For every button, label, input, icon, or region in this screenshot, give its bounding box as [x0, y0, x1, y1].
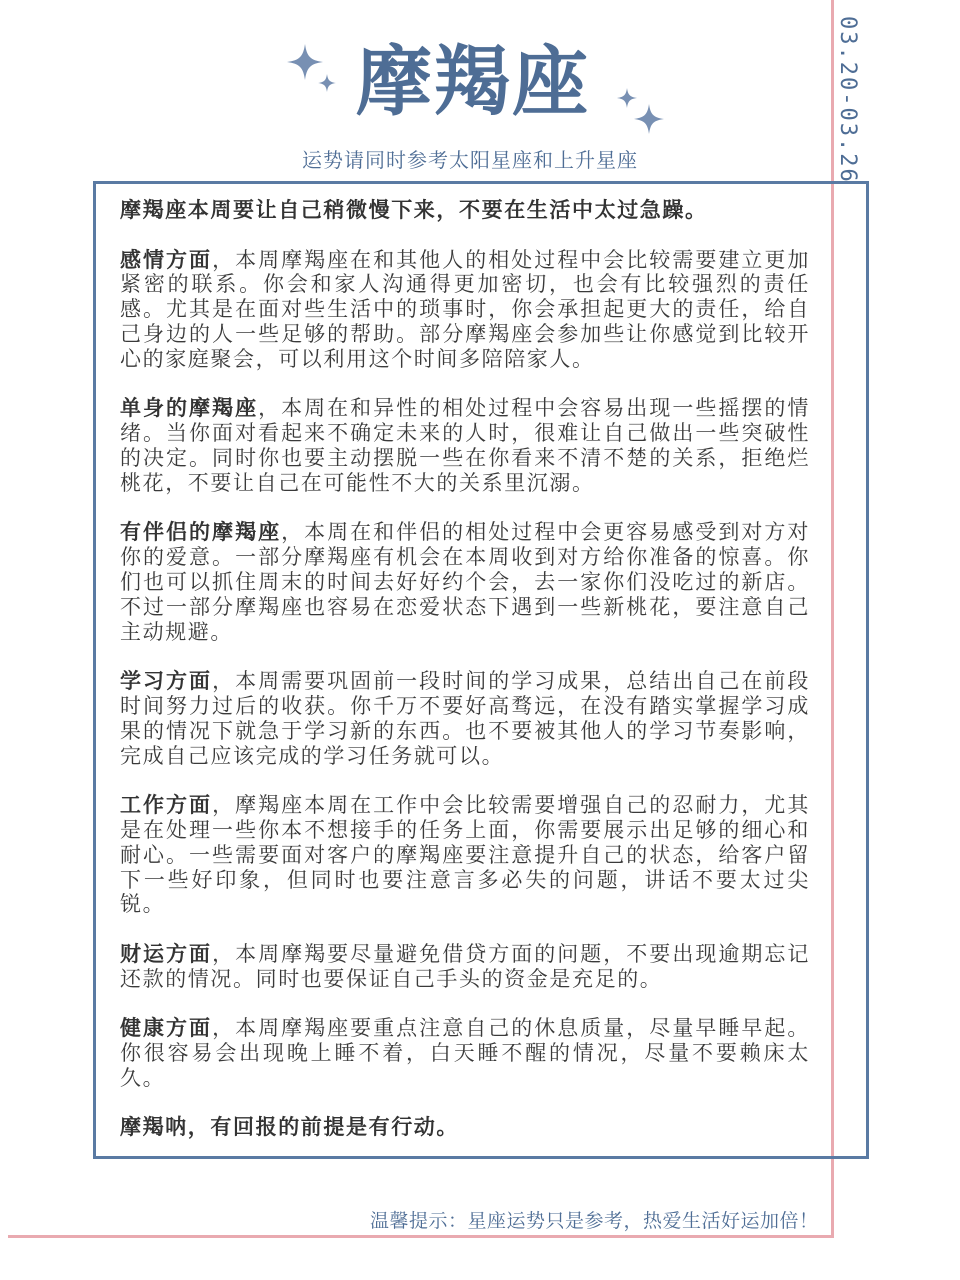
section-heading: 财运方面 [120, 941, 213, 966]
intro-paragraph: 摩羯座本周要让自己稍微慢下来，不要在生活中太过急躁。 [120, 198, 708, 222]
section-text: ，本周摩羯座要重点注意自己的休息质量，尽量早睡早起。你很容易会出现晚上睡不着，白天睡不醒的情况，尽量不要赖床太久。 [120, 1016, 810, 1090]
section-text: ，本周在和伴侣的相处过程中会更容易感受到对方对你的爱意。一部分摩羯座有机会在本周收到对方给你准备的惊喜。你们也可以抓住周末的时间去好好约个会，去一家你们没吃过的新店。不过一部分摩羯座也容易在恋爱状态下遇到一些新桃花，要注意自己主动规避。 [120, 520, 810, 644]
sparkle-large-right-icon [634, 104, 664, 134]
section-text: ，本周在和异性的相处过程中会容易出现一些摇摆的情绪。当你面对看起来不确定未来的人时，很难让自己做出一些突破性的决定。同时你也要主动摆脱一些在你看来不清不楚的关系，拒绝烂桃花，不要让自己在可能性不大的关系里沉溺。 [120, 396, 810, 495]
section-text: ，本周摩羯要尽量避免借贷方面的问题，不要出现逾期忘记还款的情况。同时也要保证自己手头的资金是充足的。 [120, 941, 810, 991]
closing-paragraph: 摩羯呐，有回报的前提是有行动。 [120, 1115, 459, 1140]
section-heading: 感情方面 [120, 247, 213, 272]
partnered-paragraph [120, 520, 810, 644]
section-heading: 健康方面 [120, 1016, 213, 1041]
footer-tip: 温馨提示：星座运势只是参考，热爱生活好运加倍！ [370, 1210, 819, 1232]
subtitle: 运势请同时参考太阳星座和上升星座 [302, 148, 638, 172]
section-text: ，本周需要巩固前一段时间的学习成果，总结出自己在前段时间努力过后的收获。你千万不要好高骛远，在没有踏实掌握学习成果的情况下就急于学习新的东西。也不要被其他人的学习节奏影响，完成自己应该完成的学习任务就可以。 [120, 669, 810, 768]
study-paragraph [120, 669, 810, 768]
single-paragraph [120, 396, 810, 495]
horoscope-body [120, 198, 810, 1140]
work-paragraph [120, 793, 810, 917]
date-range: 03.20-03.26 [835, 16, 860, 184]
page-title: 摩羯座 [356, 37, 590, 126]
sparkle-small-left-icon [318, 74, 336, 92]
section-heading: 工作方面 [120, 793, 213, 818]
section-heading: 有伴侣的摩羯座 [120, 520, 282, 545]
section-text: ，本周摩羯座在和其他人的相处过程中会比较需要建立更加紧密的联系。你会和家人沟通得更加密切，也会有比较强烈的责任感。尤其是在面对些生活中的琐事时，你会承担起更大的责任，给自己身边的人一些足够的帮助。部分摩羯座会参加些让你感觉到比较开心的家庭聚会，可以利用这个时间多陪陪家人。 [120, 247, 810, 371]
section-heading: 单身的摩羯座 [120, 396, 259, 421]
love-paragraph [120, 248, 810, 372]
wealth-paragraph [120, 942, 810, 992]
health-paragraph [120, 1016, 810, 1090]
section-heading: 学习方面 [120, 669, 213, 694]
section-text: ，摩羯座本周在工作中会比较需要增强自己的忍耐力，尤其是在处理一些你本不想接手的任务上面，你需要展示出足够的细心和耐心。一些需要面对客户的摩羯座要注意提升自己的状态，给客户留下一些好印象，但同时也要注意言多必失的问题，讲话不要太过尖锐。 [120, 793, 810, 917]
pink-horizontal-rule [8, 1235, 834, 1238]
